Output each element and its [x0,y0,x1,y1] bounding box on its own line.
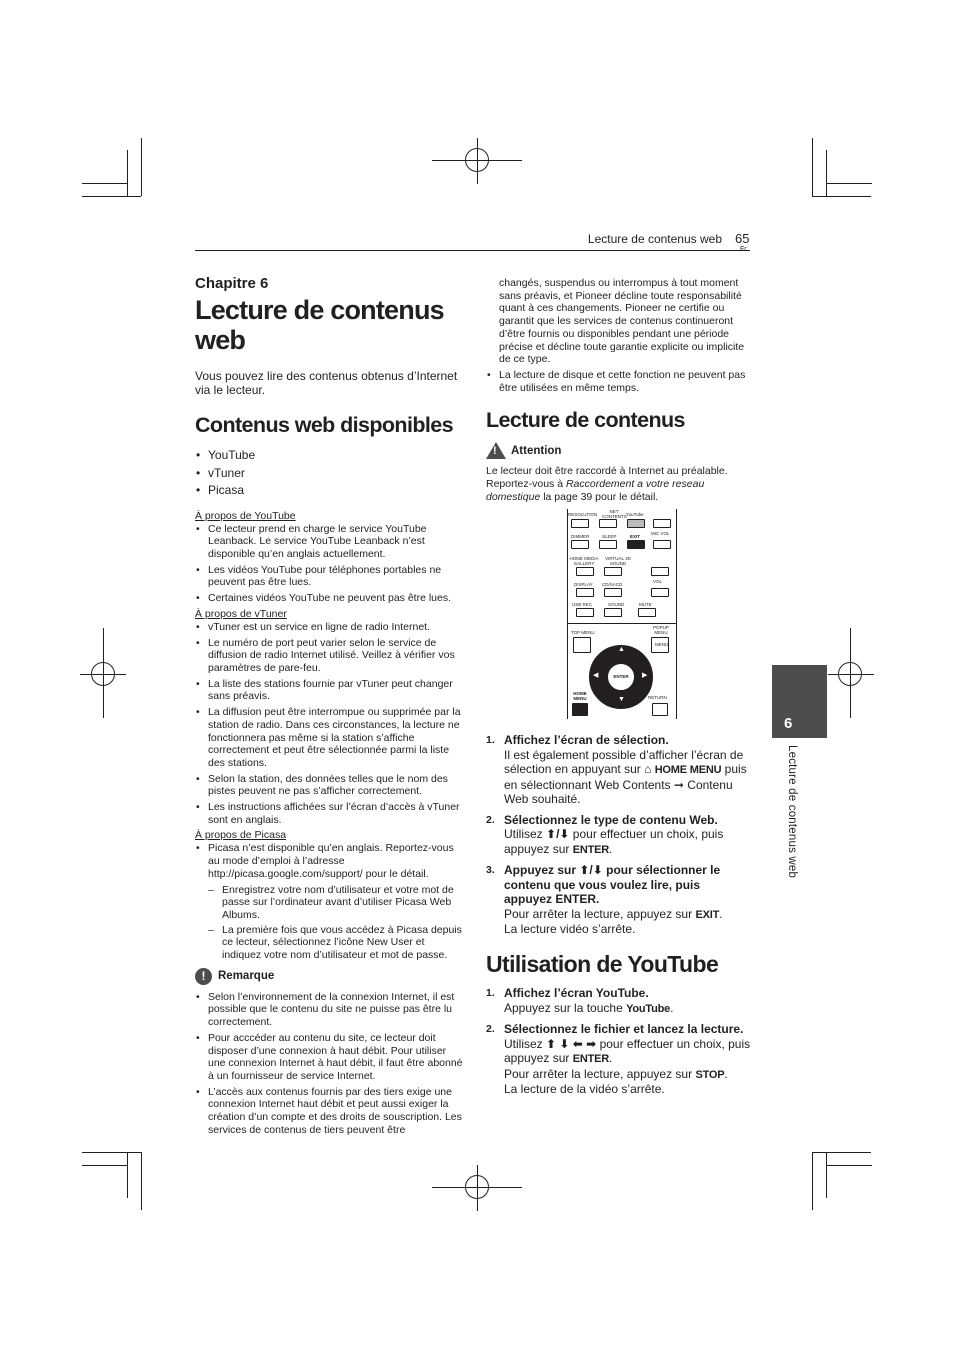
youtube-subheading: À propos de YouTube [195,509,296,522]
remote-illustration [567,509,677,719]
services-list [195,447,465,500]
remote-label: MENU [655,642,669,648]
running-title: Lecture de contenus web [587,232,722,246]
picasa-subheading: À propos de Picasa [195,829,287,842]
vol-up-button [651,567,669,576]
remote-label: SLEEP [602,534,617,540]
step-number: 3. [486,864,495,877]
remote-label: YouTube [626,512,644,518]
remark-title: Remarque [218,970,275,983]
remote-label: EXIT [630,534,641,540]
step-body: puis en sélectionnant Web Contents [504,762,747,792]
page-number: 65 [735,231,750,246]
continued-text: changés, suspendus ou interrompus à tout moment sans préavis, et Pioneer décline toute responsabilité quant à ces changements. Pioneer ne certifie ou garantit que les services de contenus continueront d’être fournis ou disponibles pendant une période précise et décline toute garantie explicite ou implicite de ce type. [499,277,745,366]
step-body: . [670,1000,674,1015]
enter-button-label: ENTER [613,674,629,680]
remote-label: POPUP MENU [653,625,669,636]
list-item: • Ce lecteur prend en charge le service YouTube Leanback. Le service YouTube Leanback n’est disponible qu’en anglais actuellement. [195,523,465,561]
step-body: pour effectuer un choix, puis appuyez sur [504,1036,751,1066]
step-item [486,813,751,858]
list-item: • Les vidéos YouTube pour téléphones portables ne peuvent pas être lues. [195,564,465,589]
list-item: • La diffusion peut être interrompue ou supprimée par la station de radio. Dans ces circonstances, la lecture ne fonctionnera pas même si la station s’affiche correctement et peut être sélectionnée parmi la liste des stations. [195,706,465,770]
step-body: . [724,1066,728,1081]
right-arrow-icon: ▶ [642,672,648,680]
up-down-arrow-icon: ⬆/⬇ [579,863,603,878]
step-body: Utilisez [504,827,547,842]
left-arrow-icon: ◀ [593,672,599,680]
mic-vol-down-button [653,540,671,549]
cd-sacd-button [604,588,622,597]
remote-label: NET CONTENTS [602,509,627,520]
left-column [195,275,465,1140]
list-item [195,842,465,961]
picasa-list [195,842,465,961]
step-title-a: Appuyez sur [504,863,580,878]
attention-text-a: Le lecteur doit être raccordé à Internet au préalable. Reportez-vous à [486,465,728,490]
step-body: La lecture de la vidéo s’arrête. [504,1082,665,1097]
list-item: • vTuner est un service en ligne de radio Internet. [195,621,465,634]
remote-label: CD/SACD [602,582,623,588]
chapter-tab [772,665,827,738]
remote-label: MUTE [639,602,652,608]
selection-steps [486,733,751,937]
step-body: . [719,906,723,921]
list-item: • Les instructions affichées sur l’écran d’accès à vTuner sont en anglais. [195,801,465,826]
vtuner-subheading: À propos de vTuner [195,607,287,620]
step-title: Affichez l’écran de sélection. [504,733,669,748]
page-title: Lecture de contenus web [195,295,444,355]
attention-text-b: la page 39 pour le détail. [540,490,659,503]
list-item: • La liste des stations fournie par vTuner peut changer sans préavis. [195,678,465,703]
step-body: Il est également possible d’afficher l’écran de sélection en appuyant sur [504,747,744,777]
dimmer-button [571,540,589,549]
step-title: Affichez l’écran YouTube. [504,986,649,1001]
step-body: Pour arrêter la lecture, appuyez sur [504,1066,696,1081]
list-item: • L’accès aux contenus fournis par des tiers exige une connexion Internet haut débit et peut aussi exiger la création d’un compte et des droits de souscription. Les services de contenus de tiers peuvent être [195,1086,465,1137]
step-item [486,863,751,937]
remote-label: RESOLUTION [568,512,598,518]
home-media-gallery-button [576,567,594,576]
step-body: pour effectuer un choix, puis appuyez sur [504,827,724,856]
list-item: • Pour acccéder au contenu du site, ce lecteur doit disposer d’une connexion à haut débit. Pour utiliser une connexion Internet à haut débit, il faut être abonné à un fournisseur de service Internet. [195,1032,465,1083]
list-item: • YouTube [195,447,465,465]
keyword: ENTER [572,1053,609,1066]
step-title-b: pour sélectionner le contenu que vous voulez lire, puis appuyez ENTER. [504,863,721,907]
keyword: YouTube [626,1002,671,1015]
step-body: . [609,841,613,856]
remote-label: RETURN [648,695,667,701]
step-title [504,863,720,906]
step-body: Appuyez sur la touche [504,1000,627,1015]
return-button [652,703,668,716]
step-body: Utilisez [504,1036,547,1051]
net-contents-button [599,519,617,528]
step-title: Sélectionnez le type de contenu Web. [504,812,718,827]
step-body: Pour arrêter la lecture, appuyez sur [504,906,696,921]
attention-callout [486,442,751,459]
attention-text [486,465,751,503]
chapter-label: Chapitre 6 [195,275,269,292]
list-item: • Le numéro de port peut varier selon le service de diffusion de radio Internet utilisé. Veillez à vérifier vos paramètres de pare-feu. [195,637,465,675]
youtube-button [627,519,645,528]
intro-text: Vous pouvez lire des contenus obtenus d’Internet via le lecteur. [195,369,458,398]
remark-list [195,991,465,1137]
virtual-3d-sound-button [604,567,622,576]
list-item: – Enregistrez votre nom d’utilisateur et votre mot de passe sur l’ordinateur avant d’utiliser Picasa Web Albums. [208,884,465,922]
remote-label: VIRTUAL 3D SOUND [605,556,631,567]
warning-icon-mark: ! [493,445,497,458]
language-code: Fr [740,246,747,253]
down-arrow-icon: ▼ [618,696,625,704]
right-column [486,277,751,1103]
remote-label: DIMMER [571,534,590,540]
remote-label: DISPLAY [574,582,593,588]
attention-reference: Raccordement a votre reseau domestique [486,477,705,503]
step-number: 1. [486,734,495,747]
list-item: • Selon la station, des données telles que le nom des pistes peuvent ne pas s’afficher correctement. [195,773,465,798]
home-menu-button [572,703,588,716]
exclamation-icon: ! [195,968,212,985]
step-body: . [609,1051,613,1066]
chapter-tab-label: Lecture de contenus web [786,745,798,879]
youtube-list [195,523,465,605]
remote-label: VOL [653,579,663,585]
picasa-text: Picasa n’est disponible qu’en anglais. Reportez-vous au mode d’emploi à l’adresse http://picasa.google.com/support/ pour le détail. [208,842,454,880]
top-menu-button [573,637,591,653]
remote-label: HOME MEDIA GALLERY [569,556,599,567]
exit-button [627,540,645,549]
display-button [576,588,594,597]
remote-label: TOP MENU [571,630,595,636]
section-heading-youtube: Utilisation de YouTube [486,950,719,977]
remote-divider [568,623,676,624]
step-item [486,1022,751,1097]
remote-label: MIC VOL [651,531,670,537]
step-number: 2. [486,813,495,826]
continued-list [486,369,751,394]
keyword: HOME MENU [654,764,722,777]
step-number: 2. [486,1023,495,1036]
up-down-arrow-icon: ⬆/⬇ [546,827,570,842]
usb-rec-button [576,608,594,617]
list-item: • Picasa [195,482,465,500]
section-heading-lecture: Lecture de contenus [486,408,685,433]
youtube-steps [486,986,751,1097]
list-item: • vTuner [195,465,465,483]
header-rule [195,250,750,251]
section-heading-available: Contenus web disponibles [195,413,453,438]
list-item: • Certaines vidéos YouTube ne peuvent pas être lues. [195,592,465,605]
vtuner-list [195,621,465,827]
up-arrow-icon: ▲ [618,646,625,654]
warning-icon [486,442,506,459]
picasa-sublist [208,884,465,962]
step-body: Contenu Web souhaité. [504,777,733,807]
step-title: Sélectionnez le fichier et lancez la lecture. [504,1022,744,1037]
remote-label: SOUND [608,602,625,608]
remark-callout [195,968,465,985]
sleep-button [599,540,617,549]
list-item: – La première fois que vous accédez à Picasa depuis ce lecteur, sélectionnez l’icône New User et indiquez votre nom d’utilisateur et mot de passe. [208,924,465,962]
remote-label: USB REC [572,602,593,608]
four-way-arrow-icon: ⬆ ⬇ ⬅ ➡ [546,1036,597,1051]
arrow-icon: ➞ [673,777,684,792]
attention-title: Attention [511,444,562,457]
keyword: EXIT [695,908,720,921]
chapter-tab-number: 6 [784,715,793,732]
list-item: • Selon l’environnement de la connexion Internet, il est possible que le contenu du site ne puisse pas être lu correctement. [195,991,465,1029]
step-number: 1. [486,987,495,1000]
step-item [486,733,751,807]
sound-button [604,608,622,617]
step-item [486,986,751,1016]
remote-label: HOME MENU [573,691,587,702]
list-item: • La lecture de disque et cette fonction ne peuvent pas être utilisées en même temps. [486,369,751,394]
home-icon: ⌂ [644,762,655,777]
mute-button [638,608,656,617]
vol-down-button [651,588,669,597]
mic-vol-up-button [653,519,671,528]
step-body: La lecture vidéo s’arrête. [504,922,636,937]
keyword: STOP [695,1068,725,1081]
keyword: ENTER [572,843,609,856]
resolution-button [571,519,589,528]
